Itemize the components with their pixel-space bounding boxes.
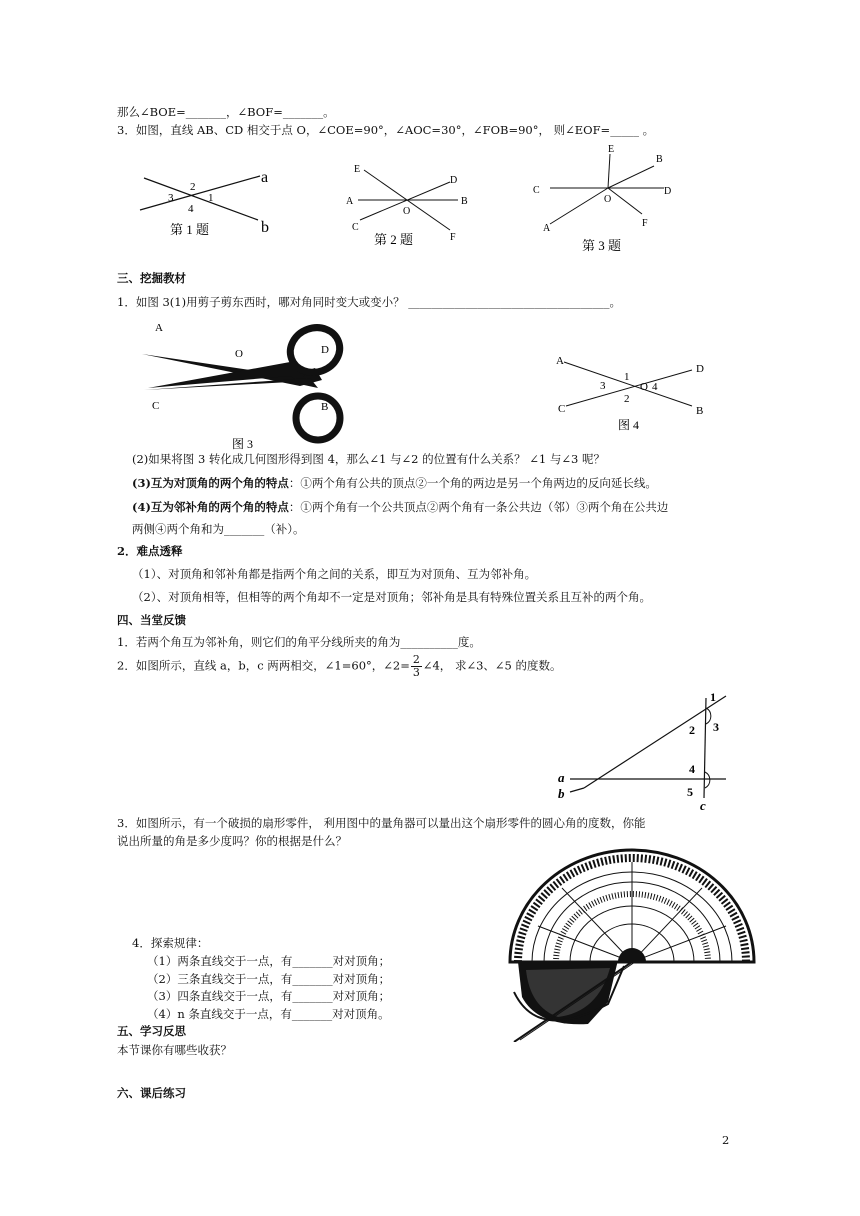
pattern-item-2: （2）三条直线交于一点，有_______对对顶角； [147, 972, 391, 986]
fig2-caption: 第 2 题 [374, 232, 414, 247]
lines-label-a: a [558, 770, 565, 785]
section-4-q2: 2．如图所示，直线 a，b，c 两两相交，∠1=60°，∠2= $\frac{2}{3}$ ∠4， 求∠3、∠5 的度数。 [117, 653, 562, 679]
figure-4 [552, 350, 712, 434]
scissors-caption: 图 3 [232, 437, 254, 451]
scissors-label-o: O [235, 348, 243, 360]
fig2-label-f: F [450, 232, 456, 243]
section-4-q1: 1．若两个角互为邻补角，则它们的角平分线所夹的角为__________度。 [117, 635, 481, 649]
scissors-label-b: B [321, 401, 329, 413]
fig3-label-a: A [543, 223, 551, 234]
fig2-label-a: A [346, 196, 354, 207]
section-3-q4-line2: 两侧④两个角和为_______（补）。 [132, 522, 305, 536]
lines-num-5: 5 [687, 785, 693, 799]
fig4-label-o: O [640, 381, 648, 393]
fig4-num-4: 4 [652, 381, 658, 393]
scissors-figure [140, 318, 360, 452]
fig3-label-b: B [656, 154, 663, 165]
fig1-caption: 第 1 题 [170, 222, 210, 237]
fig4-num-2: 2 [624, 393, 630, 405]
subsection-2-p1: （1）、对顶角和邻补角都是指两个角之间的关系，即互为对顶角、互为邻补角。 [132, 567, 537, 581]
question-3-text: 3．如图，直线 AB、CD 相交于点 O，∠COE=90°，∠AOC=30°，∠FOB=90°， 则∠EOF=_____ 。 [117, 123, 655, 137]
lines-num-3: 3 [713, 720, 719, 734]
section-3-q2: (2)如果将图 3 转化成几何图形得到图 4，那么∠1 与∠2 的位置有什么关系？ ∠1 与∠3 呢？ [132, 452, 605, 466]
fig2-label-d: D [450, 175, 458, 186]
section-5-heading: 五、学习反思 [117, 1024, 186, 1038]
fig4-label-a: A [556, 355, 564, 367]
figure-3 [530, 142, 690, 258]
fig3-label-d: D [664, 186, 672, 197]
section-3-q3: (3)互为对顶角的两个角的特点：①两个角有公共的顶点②一个角的两边是另一个角两边的反向延长线。 [132, 476, 657, 490]
lines-abc-figure [550, 688, 740, 812]
lines-num-1: 1 [710, 690, 716, 704]
lines-label-b: b [558, 786, 565, 801]
fig2-label-c: C [352, 222, 359, 233]
pattern-item-1: （1）两条直线交于一点，有_______对对顶角； [147, 954, 391, 968]
fig3-label-o: O [604, 194, 612, 205]
fig4-label-c: C [558, 403, 566, 415]
section-4-q4-heading: 4．探索规律： [132, 936, 209, 950]
scissors-label-c: C [152, 400, 160, 412]
figure-2 [340, 158, 480, 250]
scissors-label-a: A [155, 322, 163, 334]
section-5-text: 本节课你有哪些收获？ [117, 1043, 232, 1057]
fraction-two-thirds: $\frac{2}{3}$ [412, 653, 420, 679]
fig1-num-1: 1 [208, 192, 214, 204]
section-6-heading: 六、课后练习 [117, 1086, 186, 1100]
fill-line-boe-bof: 那么∠BOE=_______，∠BOF=_______。 [117, 105, 335, 119]
section-4-heading: 四、当堂反馈 [117, 613, 186, 627]
fig1-num-3: 3 [168, 192, 174, 204]
subsection-2-heading: 2．难点透释 [117, 544, 183, 558]
lines-num-2: 2 [689, 723, 695, 737]
fig2-label-o: O [403, 206, 411, 217]
fig3-label-c: C [533, 185, 540, 196]
subsection-2-p2: （2）、对顶角相等，但相等的两个角却不一定是对顶角；邻补角是具有特殊位置关系且互补的两个角。 [132, 590, 652, 604]
figure-1 [130, 160, 290, 240]
fig1-label-b: b [261, 219, 269, 236]
section-3-q1: 1．如图 3(1)用剪子剪东西时，哪对角同时变大或变小？ ___________________________________。 [117, 295, 621, 309]
fig1-num-2: 2 [190, 181, 196, 193]
fig2-label-e: E [354, 164, 361, 175]
scissors-label-d: D [321, 344, 329, 356]
fig3-label-f: F [642, 218, 648, 229]
pattern-item-3: （3）四条直线交于一点，有_______对对顶角； [147, 989, 391, 1003]
fig3-label-e: E [608, 144, 615, 155]
fig2-label-b: B [461, 196, 468, 207]
fig4-num-3: 3 [600, 380, 606, 392]
fig4-label-d: D [696, 363, 704, 375]
fig1-num-4: 4 [188, 203, 194, 215]
section-4-q3-line2: 说出所量的角是多少度吗？你的根据是什么？ [117, 834, 347, 848]
fig1-label-a: a [261, 169, 269, 186]
fig4-caption: 图 4 [618, 418, 640, 432]
pattern-item-4: （4）n 条直线交于一点，有_______对对顶角。 [147, 1007, 390, 1021]
section-3-q4: (4)互为邻补角的两个角的特点：①两个角有一个公共顶点②两个角有一条公共边（邻）③两个角在公共边 [132, 500, 669, 514]
fig3-caption: 第 3 题 [582, 238, 622, 253]
protractor-figure [498, 842, 768, 1042]
lines-label-c: c [700, 798, 706, 812]
fig4-label-b: B [696, 405, 704, 417]
lines-num-4: 4 [689, 762, 695, 776]
page-number: 2 [722, 1133, 730, 1147]
fig4-num-1: 1 [624, 371, 630, 383]
section-4-q3-line1: 3．如图所示，有一个破损的扇形零件， 利用图中的量角器可以量出这个扇形零件的圆心角的度数，你能 [117, 816, 646, 830]
section-3-heading: 三、挖掘教材 [117, 271, 186, 285]
